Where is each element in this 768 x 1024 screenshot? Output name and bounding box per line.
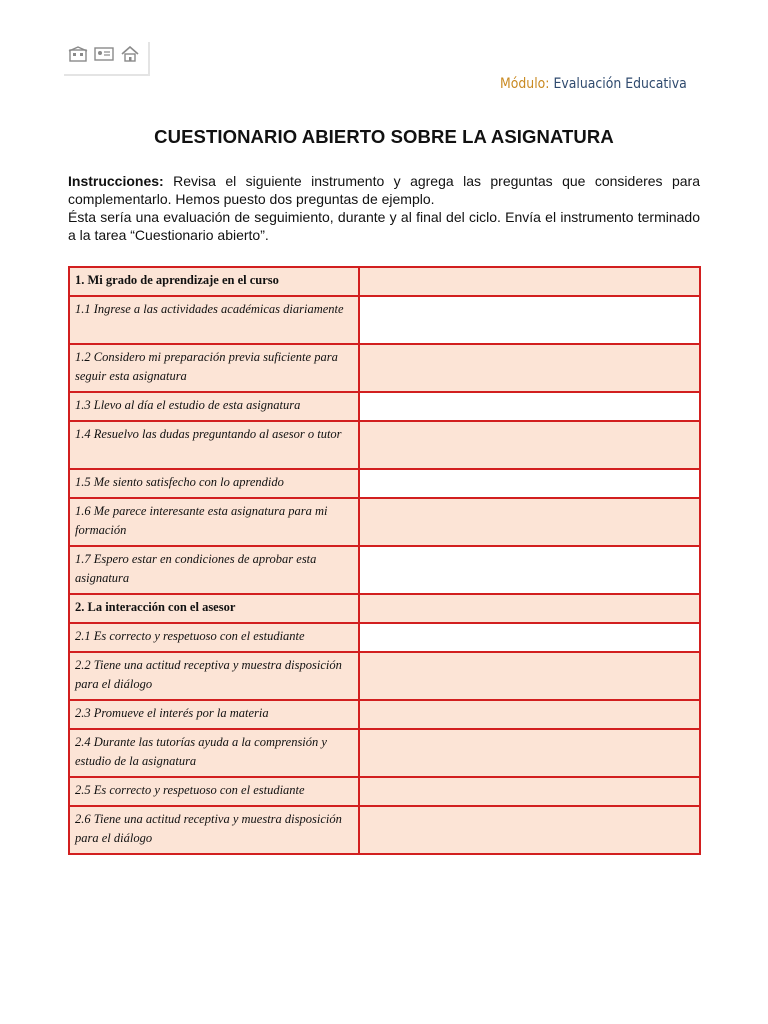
answer-cell[interactable] [359,806,700,854]
section-heading: 1. Mi grado de aprendizaje en el curso [69,267,359,296]
answer-cell[interactable] [359,344,700,392]
answer-cell[interactable] [359,700,700,729]
header-logo [64,42,150,76]
answer-cell[interactable] [359,267,700,296]
question-text: 1.3 Llevo al día el estudio de esta asignatura [69,392,359,421]
question-text: 2.6 Tiene una actitud receptiva y muestra disposición para el diálogo [69,806,359,854]
question-text: 2.2 Tiene una actitud receptiva y muestra disposición para el diálogo [69,652,359,700]
instructions-text-2: Ésta sería una evaluación de seguimiento, durante y al final del ciclo. Envía el instrumento terminado a la tarea “Cuestionario abierto”. [68,209,700,243]
id-card-icon [94,46,114,62]
question-row [69,344,700,392]
question-text: 1.4 Resuelvo las dudas preguntando al asesor o tutor [69,421,359,469]
answer-cell[interactable] [359,546,700,594]
instructions-label: Instrucciones: [68,173,164,189]
question-text: 1.5 Me siento satisfecho con lo aprendido [69,469,359,498]
answer-cell[interactable] [359,777,700,806]
question-row [69,729,700,777]
answer-cell[interactable] [359,469,700,498]
question-row [69,421,700,469]
question-row [69,498,700,546]
question-text: 2.5 Es correcto y respetuoso con el estudiante [69,777,359,806]
question-text: 2.1 Es correcto y respetuoso con el estudiante [69,623,359,652]
instructions-paragraph-1 [68,172,700,208]
question-text: 1.6 Me parece interesante esta asignatura para mi formación [69,498,359,546]
question-text: 1.7 Espero estar en condiciones de aprobar esta asignatura [69,546,359,594]
answer-cell[interactable] [359,392,700,421]
module-title [500,76,687,92]
questionnaire-table [68,266,701,855]
question-text: 2.3 Promueve el interés por la materia [69,700,359,729]
question-text: 1.2 Considero mi preparación previa suficiente para seguir esta asignatura [69,344,359,392]
question-row [69,777,700,806]
answer-cell[interactable] [359,421,700,469]
question-row [69,546,700,594]
answer-cell[interactable] [359,652,700,700]
section-heading: 2. La interacción con el asesor [69,594,359,623]
question-row [69,469,700,498]
building-icon [68,46,88,62]
section-heading-row [69,267,700,296]
section-heading-row [69,594,700,623]
answer-cell[interactable] [359,729,700,777]
answer-cell[interactable] [359,594,700,623]
page-title: CUESTIONARIO ABIERTO SOBRE LA ASIGNATURA [154,126,614,147]
instructions-text-1: Revisa el siguiente instrumento y agrega las preguntas que consideres para complementarlo. Hemos puesto dos preguntas de ejemplo. [68,173,700,207]
question-text: 2.4 Durante las tutorías ayuda a la comprensión y estudio de la asignatura [69,729,359,777]
question-row [69,623,700,652]
question-row [69,652,700,700]
question-row [69,392,700,421]
answer-cell[interactable] [359,498,700,546]
answer-cell[interactable] [359,296,700,344]
question-row [69,806,700,854]
module-label: Módulo: [500,76,550,92]
question-text: 1.1 Ingrese a las actividades académicas diariamente [69,296,359,344]
module-value: Evaluación Educativa [553,76,687,92]
question-row [69,700,700,729]
instructions [68,172,700,244]
home-icon [120,46,140,62]
answer-cell[interactable] [359,623,700,652]
question-row [69,296,700,344]
